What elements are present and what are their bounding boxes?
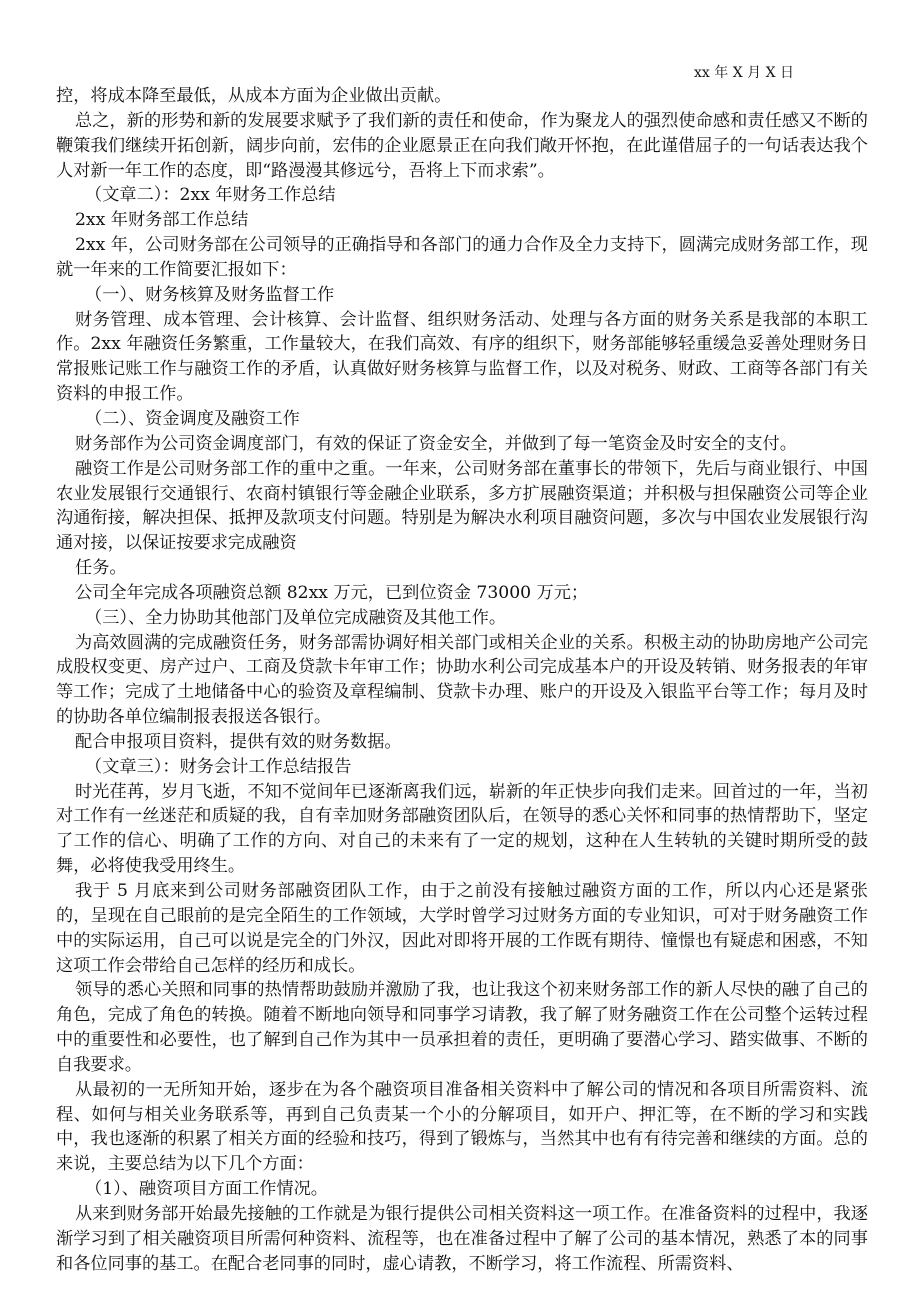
paragraph: 我于 5 月底来到公司财务部融资团队工作，由于之前没有接触过融资方面的工作，所以内心还是紧张的，呈现在自己眼前的是完全陌生的工作领域，大学时曾学习过财务方面的专业知识，可对于财务融资工作中的实际运用，自己可以说是完全的门外汉，因此对即将开展的工作既有期待、憧憬也有疑虑和困惑，不知这项工作会带给自己怎样的经历和成长。 [56, 881, 868, 976]
paragraph: 财务部作为公司资金调度部门，有效的保证了资金安全，并做到了每一笔资金及时安全的支付。 [75, 433, 797, 454]
section-heading: （文章三）：财务会计工作总结报告 [85, 756, 352, 777]
paragraph: 总之，新的形势和新的发展要求赋予了我们新的责任和使命，作为聚龙人的强烈使命感和责任感又不断的鞭策我们继续开拓创新，阔步向前，宏伟的企业愿景正在向我们敞开怀抱，在此谨借屈子的一句话表达我个人对新一年工作的态度，即“路漫漫其修远兮，吾将上下而求索”。 [56, 110, 868, 181]
paragraph: 财务管理、成本管理、会计核算、会计监督、组织财务活动、处理与各方面的财务关系是我部的本职工作。2xx 年融资任务繁重，工作量较大，在我们高效、有序的组织下，财务部能够轻重缓急妥善处理财务日常报账记账工作与融资工作的矛盾，认真做好财务核算与监督工作，以及对税务、财政、工商等各部门有关资料的申报工作。 [56, 309, 868, 405]
date-header: xx 年 X 月 X 日 [694, 65, 794, 81]
paragraph: 2xx 年财务部工作总结 [75, 210, 249, 231]
paragraph: 配合申报项目资料，提供有效的财务数据。 [75, 731, 402, 752]
paragraph: 2xx 年，公司财务部在公司领导的正确指导和各部门的通力合作及全力支持下，圆满完成财务部工作，现就一年来的工作简要汇报如下： [56, 235, 868, 280]
section-heading: （一）、财务核算及财务监督工作 [85, 284, 335, 305]
paragraph: 时光荏苒，岁月飞逝，不知不觉间年已逐渐离我们远，崭新的年正快步向我们走来。回首过的一年，当初对工作有一丝迷茫和质疑的我，自有幸加财务部融资团队后，在领导的悉心关怀和同事的热情帮助下，坚定了工作的信心、明确了工作的方向、对自己的未来有了一定的规划，这种在人生转轨的关键时期所受的鼓舞，必将使我受用终生。 [56, 781, 868, 877]
paragraph: 公司全年完成各项融资总额 82xx 万元，已到位资金 73000 万元； [75, 582, 589, 603]
paragraph: 从最初的一无所知开始，逐步在为各个融资项目准备相关资料中了解公司的情况和各项目所需资料、流程、如何与相关业务联系等，再到自己负责某一个小的分解项目，如开户、押汇等，在不断的学习和实践中，我也逐渐的积累了相关方面的经验和技巧，得到了锻炼与，当然其中也有有待完善和继续的方面。总的来说，主要总结为以下几个方面： [56, 1079, 868, 1175]
document-body [56, 84, 868, 1277]
paragraph: 任务。 [75, 558, 127, 579]
paragraph: 领导的悉心关照和同事的热情帮助鼓励并激励了我，也让我这个初来财务部工作的新人尽快的融了自己的角色，完成了角色的转换。随着不断地向领导和同事学习请教，我了解了财务融资工作在公司整个运转过程中的重要性和必要性，也了解到自己作为其中一员承担着的责任，更明确了要潜心学习、踏实做事、不断的自我要求。 [56, 980, 868, 1075]
section-heading: （三）、全力协助其他部门及单位完成融资及其他工作。 [85, 607, 507, 628]
paragraph: 控，将成本降至最低，从成本方面为企业做出贡献。 [56, 86, 452, 106]
paragraph: 为高效圆满的完成融资任务，财务部需协调好相关部门或相关企业的关系。积极主动的协助房地产公司完成股权变更、房产过户、工商及贷款卡年审工作；协助水利公司完成基本户的开设及转销、财务报表的年审等工作；完成了土地储备中心的验资及章程编制、贷款卡办理、账户的开设及入银监平台等工作；每月及时的协助各单位编制报表报送各银行。 [56, 632, 868, 728]
paragraph: 从来到财务部开始最先接触的工作就是为银行提供公司相关资料这一项工作。在准备资料的过程中，我逐渐学习到了相关融资项目所需何种资料、流程等，也在准备过程中了解了公司的基本情况，熟悉了本的同事和各位同事的基工。在配合老同事的同时，虚心请教，不断学习，将工作流程、所需资料、 [56, 1203, 868, 1274]
section-heading: （二）、资金调度及融资工作 [85, 408, 300, 429]
paragraph: 融资工作是公司财务部工作的重中之重。一年来，公司财务部在董事长的带领下，先后与商业银行、中国农业发展银行交通银行、农商村镇银行等金融企业联系，多方扩展融资渠道；并积极与担保融资公司等企业沟通衔接，解决担保、抵押及款项支付问题。特别是为解决水利项目融资问题，多次与中国农业发展银行沟通对接，以保证按要求完成融资 [56, 458, 868, 554]
section-heading: （文章二）：2xx 年财务工作总结 [85, 185, 336, 206]
section-heading: （1）、融资项目方面工作情况。 [85, 1179, 328, 1200]
